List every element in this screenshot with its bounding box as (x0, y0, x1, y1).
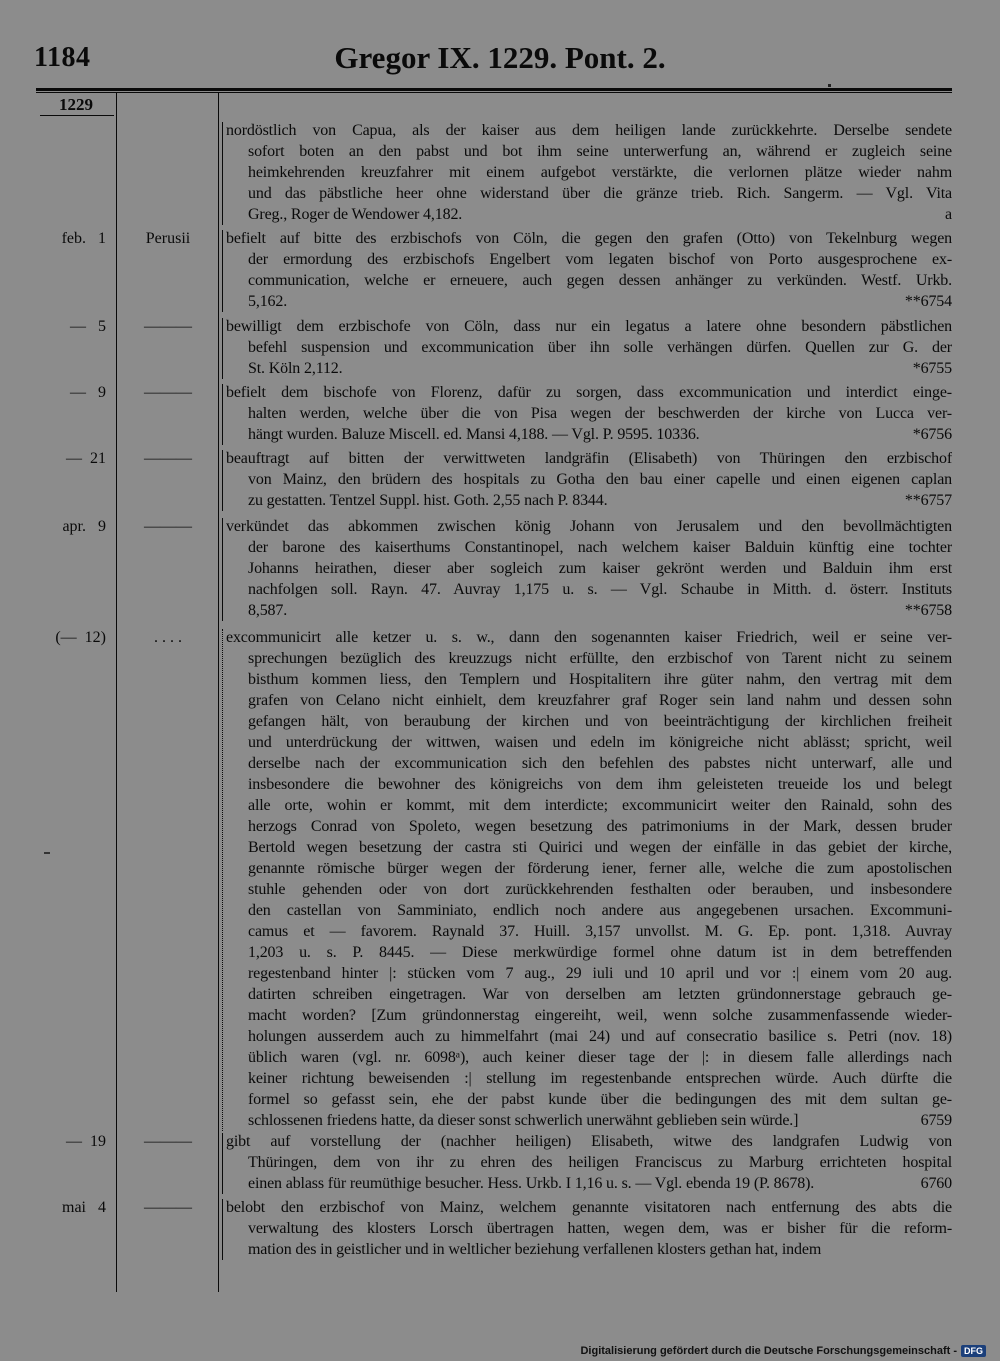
regest-number: *6756 (912, 426, 952, 443)
entry-line (226, 1131, 952, 1152)
entry-line (226, 1173, 952, 1194)
entry-date: — 21 (66, 450, 106, 467)
column-divider-place (218, 92, 219, 1292)
entry-line (226, 900, 952, 921)
entry-place: Perusii (145, 230, 191, 247)
entry-line-text: und unterdrückung der wittwen, waisen und edeln im königreiche nicht ablässt; spricht, weil (248, 734, 952, 751)
entry-line-text: Bertold wegen besetzung der castra sti Quirici und wegen der einfälle in das gebiet der kirche, (248, 839, 952, 856)
entry-line-text: mation des in geistlicher und in weltlicher beziehung verfallenen klosters gethan hat, indem (248, 1241, 822, 1258)
entry-text (226, 627, 952, 1131)
entry-line-text: belobt den erzbischof von Mainz, welchem genannte visitatoren nach entfernung des abts die (226, 1199, 952, 1216)
entry-date: (— 12) (55, 629, 106, 646)
entry-line (226, 579, 952, 600)
entry-text (226, 382, 952, 445)
entry-place: ——— (144, 1133, 192, 1150)
entry-date: — 19 (66, 1133, 106, 1150)
regest-number: 6760 (920, 1175, 952, 1192)
entry-line-text: sprechungen bezüglich des kreuzzugs nicht erfüllte, den erzbischof von Tarent nicht zu seinem (248, 650, 952, 667)
entry-line-text: einen ablass für reumüthige besucher. Hess. Urkb. I 1,16 u. s. — Vgl. ebenda 19 (P. 8678). (248, 1175, 815, 1192)
entry-line-text: gefangen hält, von beraubung der kirchen und von beeinträchtigung der kirchlichen freiheit (248, 713, 952, 730)
entry-line (226, 1068, 952, 1089)
entry-line-text: derselbe nach der excommunication sich den befehlen des pabstes nicht unterwarf, alle und (248, 755, 952, 772)
entry-line-text: bisthum kommen liess, den Templern und Hospitalitern ihre güter nahm, den vertrag mit dem (248, 671, 952, 688)
page-number: 1184 (34, 42, 91, 73)
entry-line (226, 316, 952, 337)
entry-line-text: nachfolgen soll. Rayn. 47. Auvray 1,175 u. s. — Vgl. Schaube in Mitth. d. österr. Instituts (248, 581, 952, 598)
entry-line (226, 1026, 952, 1047)
footer-text: Digitalisierung gefördert durch die Deutsche Forschungsgemeinschaft - (580, 1345, 957, 1357)
column-divider-date (116, 92, 117, 1292)
entry-line-text: excommunicirt alle ketzer u. s. w., dann den sogenannten kaiser Friedrich, weil er seine ver- (226, 629, 952, 646)
entry-text (226, 120, 952, 225)
entry-line (226, 162, 952, 183)
entry-line (226, 795, 952, 816)
entry-line (226, 558, 952, 579)
entry-place: ——— (144, 1199, 192, 1216)
entry-line (226, 403, 952, 424)
year-heading: 1229 (59, 95, 93, 114)
entry-line-text: holungen ausserdem auch zu himmelfahrt (mai 24) und auf consecratio basilice s. Petri (nov. 18) (248, 1028, 952, 1045)
entry-line-text: 1,203 u. s. P. 8445. — Diese merkwürdige formel ohne datum ist in dem betreffenden (248, 944, 952, 961)
entry-line-text: stuhle gehenden oder von dort zurückkehrenden festhalten oder berauben, und insbesondere (248, 881, 952, 898)
entry-line (226, 490, 952, 511)
entry-line (226, 424, 952, 445)
entry-line-text: üblich waren (vgl. nr. 6098ᵃ), auch keiner dieser tage der |: in diesem falle allerdings nach (248, 1049, 952, 1066)
entry-line (226, 382, 952, 403)
entry-line-text: und das päbstliche heer ohne widerstand über die gränze trieb. Rich. Sangerm. — Vgl. Vita (248, 185, 952, 202)
entry-line-text: zu gestatten. Tentzel Suppl. hist. Goth. 2,55 nach P. 8344. (248, 492, 608, 509)
entry-text (226, 448, 952, 511)
entry-text (226, 1197, 952, 1260)
page-title: Gregor IX. 1229. Pont. 2. (334, 40, 666, 75)
entry-line (226, 984, 952, 1005)
entry-date: — 9 (70, 384, 106, 401)
entry-line (226, 537, 952, 558)
print-speck (828, 84, 831, 87)
entry-line-text: der barone des kaiserthums Constantinopel, nach welchem kaiser Balduin künftig eine tochter (248, 539, 952, 556)
entry-line-text: 8,587. (248, 602, 288, 619)
entry-line-text: der ermordung des erzbischofs Engelbert vom legaten bischof von Porto ausgesprochene ex- (248, 251, 952, 268)
entry-line (226, 448, 952, 469)
entry-line (226, 204, 952, 225)
entry-line-text: den castellan von Samminiato, endlich noch andere aus angegebenen ursachen. Excommuni- (248, 902, 952, 919)
entry-line (226, 774, 952, 795)
entry-line (226, 879, 952, 900)
header-rule (36, 88, 952, 91)
entry-line-text: befielt dem bischofe von Florenz, dafür zu sorgen, dass excommunication und interdict einge- (226, 384, 952, 401)
entry-line (226, 516, 952, 537)
entry-line (226, 753, 952, 774)
entry-line (226, 711, 952, 732)
entry-line-text: Johanns heirathen, dieser aber sogleich zum kaiser gekrönt werden und Balduin ihm erst (248, 560, 952, 577)
entry-line-text: insbesondere die bewohner des königreichs von dem ihm geleisteten treueide los und belegt (248, 776, 952, 793)
entry-line (226, 837, 952, 858)
entry-text (226, 228, 952, 312)
entry-line-text: bewilligt dem erzbischofe von Cöln, dass nur ein legatus a latere ohne besondern päbstlichen (226, 318, 952, 335)
entry-line-text: 5,162. (248, 293, 288, 310)
entry-line-text: formel so gefasst sein, ehe der pabst kunde über die bedingungen des mit dem sultan ge- (248, 1091, 952, 1108)
entry-line-text: hängt wurden. Baluze Miscell. ed. Mansi 4,188. — Vgl. P. 9595. 10336. (248, 426, 700, 443)
entry-line (226, 732, 952, 753)
entry-line-text: schlossenen friedens hatte, da dieser sonst schwerlich unerwähnt geblieben sein würde.] (248, 1112, 799, 1129)
entry-place: ——— (144, 318, 192, 335)
entry-line-text: keiner richtung beweisenden :| stellung im regestenbande entsprechen würde. Auch dürfte die (248, 1070, 952, 1087)
entry-line-text: befehl suspension und excommunication über ihn solle verhängen dürfen. Quellen zur G. der (248, 339, 952, 356)
entry-line-text: verkündet das abkommen zwischen könig Johann von Jerusalem und den bevollmächtigten (226, 518, 952, 535)
entry-line (226, 858, 952, 879)
entry-line (226, 228, 952, 249)
entry-line-text: halten werden, welche über die von Pisa wegen der beschwerden der kirche von Lucca ver- (248, 405, 952, 422)
entry-line-text: gibt auf vorstellung der (nachher heiligen) Elisabeth, witwe des landgrafen Ludwig von (226, 1133, 952, 1150)
entry-line-text: macht worden? [Zum gründonnerstag eingereiht, weil, wenn solche zusammenfassende wieder- (248, 1007, 952, 1024)
entry-line-text: Greg., Roger de Wendower 4,182. (248, 206, 463, 223)
entry-place: ——— (144, 384, 192, 401)
entry-line (226, 249, 952, 270)
entry-line (226, 648, 952, 669)
entry-place: . . . . (154, 629, 182, 646)
entry-line (226, 183, 952, 204)
entry-line (226, 1089, 952, 1110)
regest-number: **6754 (904, 293, 952, 310)
margin-mark (44, 852, 50, 854)
regest-number: **6758 (904, 602, 952, 619)
regest-number: 6759 (920, 1112, 952, 1129)
entry-line-text: befielt auf bitte des erzbischofs von Cöln, die gegen den grafen (Otto) von Tekelnburg wegen (226, 230, 952, 247)
dfg-logo-icon: DFG (961, 1345, 986, 1357)
year-underline (40, 115, 114, 116)
entry-line-text: regestenband hinter |: stücken vom 7 aug., 29 iuli und 10 april und vor :| einem vom 20 aug. (248, 965, 952, 982)
entry-line-text: datirten schreiben eingetragen. War von derselben am letzten gründonnerstage gebrauch ge- (248, 986, 952, 1003)
entry-line-text: communication, welche er erneuere, auch gegen dessen anhänger zu verkünden. Westf. Urkb. (248, 272, 952, 289)
entry-text (226, 1131, 952, 1194)
entry-line (226, 120, 952, 141)
entry-line-text: Thüringen, dem von ihr zu ehren des heiligen Franciscus zu Marburg errichteten hospital (248, 1154, 952, 1171)
entry-line (226, 1152, 952, 1173)
entry-line-text: grafen von Celano nicht einhielt, dem kreuzfahrer graf Roger sein land nahm und dessen sohn (248, 692, 952, 709)
entry-line (226, 600, 952, 621)
entry-date: — 5 (70, 318, 106, 335)
entry-date: apr. 9 (62, 518, 106, 535)
header-rule-thin (36, 92, 952, 93)
regest-number: **6757 (904, 492, 952, 509)
entry-line-text: herzogs Conrad von Spoleto, wegen besetzung des patrimoniums in der Mark, dessen bruder (248, 818, 952, 835)
entry-line-text: genannte römische bürger wegen der förderung iener, ferner alle, welche die zum apostolischen (248, 860, 952, 877)
entry-line (226, 1110, 952, 1131)
entry-line-text: von Mainz, den brüdern des hospitals zu Gotha den bau einer capelle und einen eigenen caplan (248, 471, 952, 488)
entry-date: mai 4 (62, 1199, 106, 1216)
entry-line-text: heimkehrenden kreuzfahrer mit einem aufgebot verstärkte, die verlornen plätze wieder nahm (248, 164, 952, 181)
entry-line-text: nordöstlich von Capua, als der kaiser aus dem heiligen lande zurückkehrte. Derselbe sendete (226, 122, 952, 139)
entry-line-text: alle orte, wohin er kommt, mit dem interdicte; excommunicirt weiter den Rainald, sohn des (248, 797, 952, 814)
entry-line (226, 291, 952, 312)
entry-place: ——— (144, 518, 192, 535)
entry-line (226, 627, 952, 648)
entry-line (226, 1005, 952, 1026)
entry-line (226, 141, 952, 162)
entry-date: feb. 1 (61, 230, 106, 247)
entry-line-text: St. Köln 2,112. (248, 360, 343, 377)
entry-line (226, 816, 952, 837)
entry-text (226, 516, 952, 621)
entry-line (226, 358, 952, 379)
entry-place: ——— (144, 450, 192, 467)
footer-credit (580, 1345, 986, 1357)
entry-line (226, 942, 952, 963)
entry-line (226, 337, 952, 358)
entry-line (226, 469, 952, 490)
regest-number: a (945, 206, 952, 223)
entry-line (226, 270, 952, 291)
entry-line-text: camus et — favorem. Raynald 37. Huill. 3,157 unvollst. M. G. Ep. pont. 1,318. Auvray (248, 923, 952, 940)
entry-line (226, 1239, 952, 1260)
entry-line (226, 1197, 952, 1218)
entry-line-text: verwaltung des klosters Lorsch übertragen hatten, wegen dem, was er bisher für die reform- (248, 1220, 952, 1237)
regest-number: *6755 (912, 360, 952, 377)
entry-line (226, 921, 952, 942)
entry-text (226, 316, 952, 379)
entry-line (226, 690, 952, 711)
entry-line (226, 963, 952, 984)
entry-line (226, 1218, 952, 1239)
entry-line-text: sofort boten an den pabst und bot ihm seine unterwerfung an, während er zugleich seine (248, 143, 952, 160)
entry-line-text: beauftragt auf bitten der verwittweten landgräfin (Elisabeth) von Thüringen den erzbischof (226, 450, 952, 467)
entry-line (226, 669, 952, 690)
entry-line (226, 1047, 952, 1068)
